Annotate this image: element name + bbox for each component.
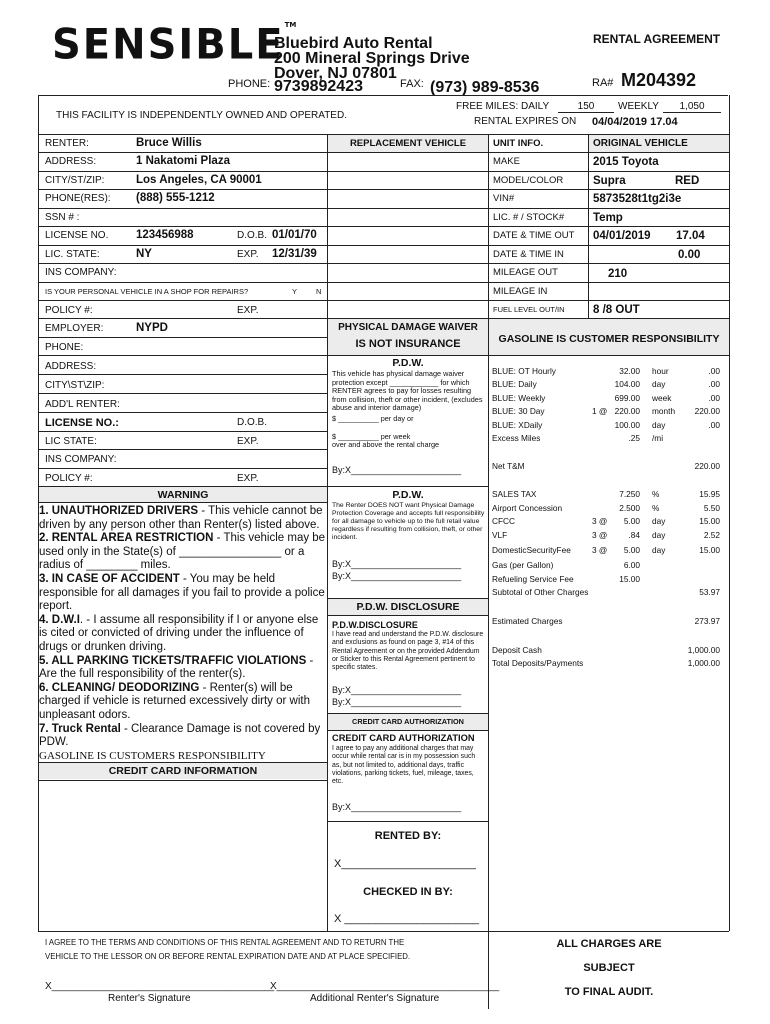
lic-state-label: LIC. STATE: <box>45 249 100 260</box>
pdw-per-week: $ __________ per week <box>332 432 411 441</box>
warning-item-3: 3. IN CASE OF ACCIDENT - You may be held responsible for all damages if you fail to provide a police report. <box>39 572 325 613</box>
city-label: CITY/ST/ZIP: <box>45 175 105 186</box>
fax-label: FAX: <box>400 78 424 90</box>
pdw-title-2: IS NOT INSURANCE <box>355 338 461 350</box>
pdw-signature-3b[interactable]: By:X______________________ <box>332 697 462 707</box>
pdw-disclosure-title: P.D.W. DISCLOSURE <box>356 601 460 613</box>
pdw-per-day: $ __________ per day or <box>332 414 414 423</box>
model-value: Supra <box>593 175 626 187</box>
footer-top-rule <box>38 931 729 932</box>
divider-col-1 <box>327 134 328 931</box>
pdw-text: This vehicle has physical damage waiver protection except ____________ for which RENTER agrees to pay for losses resulting from collision, theft or other incident, (excludes abuse and interior damage) <box>332 369 483 413</box>
addl-address-label: ADDRESS: <box>45 361 97 372</box>
gasoline-note: GASOLINE IS CUSTOMERS RESPONSIBILITY <box>39 749 266 762</box>
model-label: MODEL/COLOR <box>493 175 564 186</box>
header-rule <box>38 95 728 96</box>
pdw-decline-text: The Renter DOES NOT want Physical Damage Protection Coverage and accepts full responsibility for all damage to vehicle up to the full retail value regardless if resulting from collision, theft, or other incident. <box>332 502 485 541</box>
warning-item-2: 2. RENTAL AREA RESTRICTION - This vehicle may be used only in the State(s) of ________________ or a radius of ________ miles. <box>39 532 326 572</box>
addl-policy-exp-label: EXP. <box>237 473 259 484</box>
row-rule <box>38 393 327 394</box>
pdw-disclosure-text: I have read and understand the P.D.W. disclosure and exclusions as found on page 3, #14 of this Rental Agreement or on the provided Addendum or Sticker to this Rental Agreement pertinent to specific states. <box>332 631 484 672</box>
pdw-disclosure-sub: P.D.W.DISCLOSURE <box>332 620 418 630</box>
warning-list <box>39 505 327 763</box>
license-label: LICENSE NO. <box>45 230 109 241</box>
shop-question: IS YOUR PERSONAL VEHICLE IN A SHOP FOR REPAIRS? <box>45 287 249 296</box>
policy-exp-label: EXP. <box>237 305 259 316</box>
date-out-label: DATE & TIME OUT <box>493 230 575 241</box>
row-rule <box>327 598 488 599</box>
company-name: Bluebird Auto Rental <box>274 35 433 52</box>
date-out-value: 04/01/2019 <box>593 230 651 242</box>
date-in-label: DATE & TIME IN <box>493 249 564 260</box>
renter-lic-exp: 12/31/39 <box>272 248 317 260</box>
addl-city-label: CITY\ST\ZIP: <box>45 380 105 391</box>
row-rule <box>38 337 327 338</box>
renter-signature-label: Renter's Signature <box>108 993 191 1004</box>
free-miles-daily: 150 <box>558 101 614 113</box>
total-deposits-label: Total Deposits/Payments <box>492 658 584 668</box>
row-rule <box>38 502 327 503</box>
phone-label: PHONE: <box>228 78 271 90</box>
document-title: RENTAL AGREEMENT <box>593 32 721 46</box>
row-rule <box>38 412 327 413</box>
warning-item-1: 1. UNAUTHORIZED DRIVERS - This vehicle cannot be driven by any person other than Renter(s) listed above. <box>39 505 323 531</box>
charges-notice-3: TO FINAL AUDIT. <box>564 986 654 998</box>
row-rule <box>327 730 488 731</box>
addl-ins-label: INS COMPANY: <box>45 454 117 465</box>
policy-label: POLICY #: <box>45 305 93 316</box>
addl-policy-label: POLICY #: <box>45 473 93 484</box>
warning-item-7: 7. Truck Rental - Clearance Damage is not covered by PDW. <box>39 722 321 749</box>
exp-label: EXP. <box>237 249 259 260</box>
row-rule <box>38 171 729 172</box>
row-rule <box>327 486 488 487</box>
charges-notice-1: ALL CHARGES ARE <box>556 938 662 950</box>
pdw-signature-3a[interactable]: By:X______________________ <box>332 685 462 695</box>
addl-exp-label: EXP. <box>237 436 259 447</box>
ins-company-label: INS COMPANY: <box>45 267 117 278</box>
company-fax: (973) 989-8536 <box>430 79 540 96</box>
row-rule <box>38 282 729 283</box>
gasoline-notice: GASOLINE IS CUSTOMER RESPONSIBILITY <box>498 333 720 345</box>
renter-label: RENTER: <box>45 138 89 149</box>
ra-number: M204392 <box>621 70 697 90</box>
free-miles-label: FREE MILES: DAILY <box>456 101 550 112</box>
renter-city: Los Angeles, CA 90001 <box>136 174 262 186</box>
employer-phone-label: PHONE: <box>45 342 84 353</box>
expires-label: RENTAL EXPIRES ON <box>474 116 577 127</box>
renter-license: 123456988 <box>136 229 194 241</box>
rented-by-label: RENTED BY: <box>374 830 442 842</box>
row-rule <box>327 713 488 714</box>
warning-title: WARNING <box>157 489 209 501</box>
cc-auth-signature[interactable]: By:X______________________ <box>332 802 462 812</box>
net-tm-total: 220.00 <box>694 461 720 471</box>
row-rule <box>38 245 729 246</box>
lic-stock-value: Temp <box>593 212 623 224</box>
employer-value: NYPD <box>136 322 168 334</box>
row-rule <box>38 300 729 301</box>
warning-item-6: 6. CLEANING/ DEODORIZING - Renter(s) will be charged if vehicle is returned excessively dirty or with unpleasant odors. <box>39 681 311 721</box>
shop-no[interactable]: N <box>316 287 322 296</box>
checked-in-label: CHECKED IN BY: <box>363 886 453 898</box>
row-rule <box>327 615 488 616</box>
company-address-2: Dover, NJ 07801 <box>274 65 397 82</box>
pdw-signature-2a[interactable]: By:X______________________ <box>332 559 462 569</box>
cc-info-title: CREDIT CARD INFORMATION <box>108 765 258 777</box>
make-label: MAKE <box>493 156 520 167</box>
color-value: RED <box>675 175 700 187</box>
addl-signature-line[interactable]: X________________________________________ <box>270 981 500 992</box>
checked-in-signature[interactable]: X ______________________ <box>334 913 479 925</box>
vin-value: 5873528t1tg2i3e <box>593 193 682 205</box>
renter-name: Bruce Willis <box>136 137 202 149</box>
pdw-decline-heading: P.D.W. <box>392 489 424 501</box>
rented-by-signature[interactable]: X______________________ <box>334 858 476 870</box>
charges-notice-2: SUBJECT <box>583 962 635 974</box>
dob-label: D.O.B. <box>237 230 268 241</box>
border-right <box>729 95 730 931</box>
ssn-label: SSN # : <box>45 212 80 223</box>
addl-signature-label: Additional Renter's Signature <box>310 993 440 1004</box>
free-miles-weekly: 1,050 <box>663 101 721 113</box>
row-rule <box>38 431 327 432</box>
row-rule <box>38 355 729 356</box>
renter-signature-line[interactable]: X________________________________________ <box>45 981 275 992</box>
warning-item-4: 4. D.W.I. - I assume all responsibility if I or anyone else is cited or convicted of driving under the influence of drugs or drunken driving. <box>39 613 319 653</box>
weekly-label: WEEKLY <box>618 101 659 112</box>
pdw-over-above: over and above the rental charge <box>332 440 440 449</box>
address-label: ADDRESS: <box>45 156 97 167</box>
phone-res-label: PHONE(RES): <box>45 193 111 204</box>
addl-dob-label: D.O.B. <box>237 417 268 428</box>
company-address-1: 200 Mineral Springs Drive <box>274 50 470 67</box>
row-rule <box>38 468 327 469</box>
agreement-text-1: I AGREE TO THE TERMS AND CONDITIONS OF THIS RENTAL AGREEMENT AND TO RETURN THE <box>45 938 405 947</box>
mileage-out-value: 210 <box>608 268 628 280</box>
row-rule <box>38 318 729 319</box>
time-out-value: 17.04 <box>676 230 705 242</box>
row-rule <box>38 189 729 190</box>
pdw-signature-1[interactable]: By:X______________________ <box>332 465 462 475</box>
row-rule <box>38 208 729 209</box>
time-in-value: 0.00 <box>678 249 701 261</box>
mileage-in-label: MILEAGE IN <box>493 286 548 297</box>
renter-phone: (888) 555-1212 <box>136 192 215 204</box>
deposit-cash-total: 1,000.00 <box>687 645 720 655</box>
net-tm-label: Net T&M <box>492 461 525 471</box>
cc-auth-sub: CREDIT CARD AUTHORIZATION <box>332 733 475 743</box>
fuel-level-value: 8 /8 OUT <box>593 304 640 316</box>
row-rule <box>38 780 327 781</box>
original-vehicle-label: ORIGINAL VEHICLE <box>593 138 688 149</box>
fuel-level-label: FUEL LEVEL OUT/IN <box>493 305 565 314</box>
row-rule <box>38 152 729 153</box>
ra-label: RA# <box>592 77 614 89</box>
warning-item-5: 5. ALL PARKING TICKETS/TRAFFIC VIOLATIONS - Are the full responsibility of the renter(s). <box>39 654 314 681</box>
row-rule <box>38 486 327 487</box>
row-rule <box>327 821 488 822</box>
pdw-title-1: PHYSICAL DAMAGE WAIVER <box>338 322 478 333</box>
addl-license-label: LICENSE NO.: <box>45 417 119 429</box>
addl-lic-state-label: LIC STATE: <box>45 436 97 447</box>
mileage-out-label: MILEAGE OUT <box>493 267 558 278</box>
expires-value: 04/04/2019 17.04 <box>592 116 678 128</box>
employer-label: EMPLOYER: <box>45 323 104 334</box>
row-rule <box>38 374 327 375</box>
renter-lic-state: NY <box>136 248 152 260</box>
lic-stock-label: LIC. # / STOCK# <box>493 212 565 223</box>
make-value: 2015 Toyota <box>593 156 659 168</box>
shop-yes[interactable]: Y <box>292 287 298 296</box>
total-deposits-total: 1,000.00 <box>687 658 720 668</box>
cc-auth-text: I agree to pay any additional charges that may occur while rental car is in my possession such as, but not limited to, additional days, traffic violations, parking tickets, fuel, mileage, taxes, etc. <box>332 745 476 786</box>
company-phone: 9739892423 <box>274 78 363 95</box>
row-rule <box>38 449 327 450</box>
vin-label: VIN# <box>493 193 515 204</box>
addl-renter-label: ADD'L RENTER: <box>45 399 120 410</box>
replacement-vehicle-title: REPLACEMENT VEHICLE <box>349 138 467 149</box>
divider-col-2 <box>488 134 489 931</box>
renter-dob: 01/01/70 <box>272 229 317 241</box>
facility-notice: THIS FACILITY IS INDEPENDENTLY OWNED AND OPERATED. <box>56 110 347 121</box>
cc-auth-title: CREDIT CARD AUTHORIZATION <box>352 717 464 726</box>
agreement-text-2: VEHICLE TO THE LESSOR ON OR BEFORE RENTAL EXPIRATION DATE AND AT PLACE SPECIFIED. <box>45 952 411 961</box>
estimated-charges-label: Estimated Charges <box>492 616 563 626</box>
company-logo: SENSIBLE™ <box>52 20 297 70</box>
pdw-heading: P.D.W. <box>392 357 424 369</box>
row-rule <box>38 263 729 264</box>
pdw-signature-2b[interactable]: By:X______________________ <box>332 571 462 581</box>
deposit-cash-label: Deposit Cash <box>492 645 542 655</box>
estimated-charges-total: 273.97 <box>694 616 720 626</box>
row-rule <box>38 226 729 227</box>
renter-address: 1 Nakatomi Plaza <box>136 155 230 167</box>
unit-info-label: UNIT INFO. <box>493 138 544 149</box>
